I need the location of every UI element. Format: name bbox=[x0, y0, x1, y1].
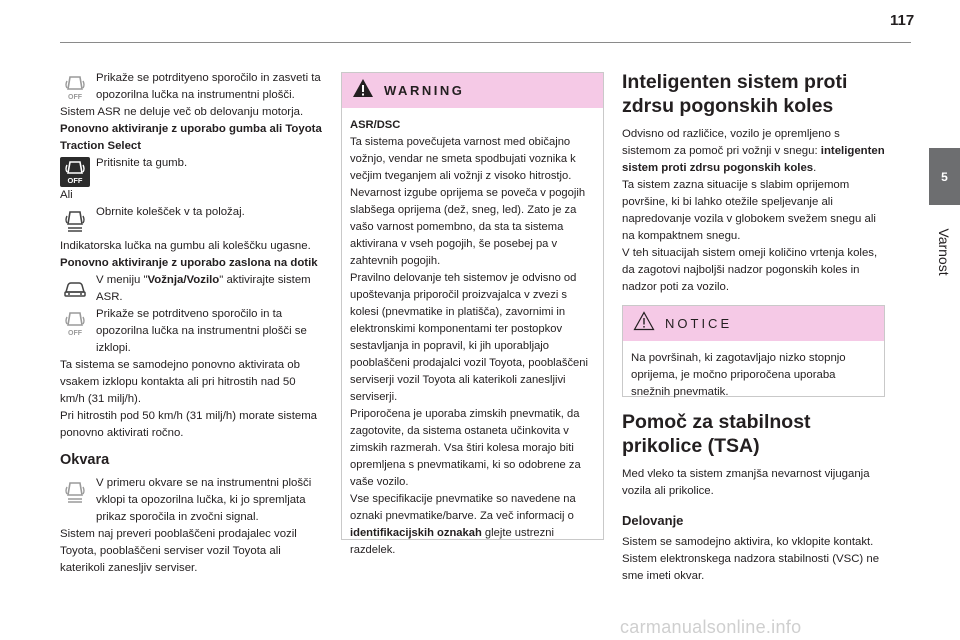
heading-trailer-stability: Pomoč za stabilnost prikolice (TSA) bbox=[622, 411, 811, 457]
section-label bbox=[930, 212, 958, 292]
warning-paragraph: Pravilno delovanje teh sistemov je odvisno od upoštevanja priporočil proizvajalca v zvezi s kolesi (pnevmatike in platišča), zavornimi in elektronskimi komponentami ter postopkov sestavljanja in popravil, ki jih uporabljajo pooblaščeni prodajalci vozil Toyota, pooblaščeni serviserji vozil Toyota ali katerikoli zanesljivi serviserji. bbox=[350, 272, 588, 403]
header-divider bbox=[60, 42, 911, 43]
tcs-detection-text: Ta sistem zazna situacije s slabim oprijemom površine, ki bi lahko otežile speljevanje ali napredovanje vozila v globokem svežem snegu ali na kompaktnem snegu. bbox=[622, 179, 876, 242]
notice-title: NOTICE bbox=[665, 316, 733, 331]
traction-off-button-icon bbox=[60, 157, 90, 187]
svg-text:OFF: OFF bbox=[67, 176, 83, 185]
turn-dial-text: Obrnite kolešček v ta položaj. bbox=[96, 206, 245, 218]
tcs-intro-pre: Odvisno od različice, vozilo je opremljeno s sistemom za pomoč pri vožnji v snegu: bbox=[622, 128, 840, 157]
warning-body bbox=[342, 108, 603, 559]
confirm-off-text: Prikaže se potrditveno sporočilo in ta opozorilna lučka na instrumentni plošči se izklopi. bbox=[96, 308, 307, 354]
warning-subtitle: ASR/DSC bbox=[350, 119, 401, 131]
traction-off-warning-icon bbox=[60, 72, 90, 102]
asr-off-text: Prikaže se potrdityeno sporočilo in zasveti ta opozorilna lučka na instrumentni plošči. bbox=[96, 72, 321, 101]
service-text: Sistem naj preveri pooblaščeni prodajalec vozil Toyota, pooblaščeni serviser vozil Toyota ali katerikoli zanesljiv serviser. bbox=[60, 528, 297, 574]
warning-paragraph: Ta sistema povečujeta varnost med običajno vožnjo, vendar ne smeta spodbujati voznika k večjim tveganjem ali vožnji z visoko hitrostjo. Nevarnost izgube oprijema se poveča v pogojih slabšega oprijema (dež, sneg, led). Zato je za vašo varnost pomembno, da sta ta sistema aktivirana v vseh pogojih, še posebej pa v zahtevnih pogojih. bbox=[350, 136, 586, 267]
menu-text bbox=[96, 272, 322, 306]
right-column bbox=[622, 70, 888, 296]
watermark: carmanualsonline.info bbox=[620, 617, 802, 637]
notice-box bbox=[622, 305, 885, 397]
warning-p4-post: glejte ustrezni razdelek. bbox=[350, 527, 554, 556]
press-button-text: Pritisnite ta gumb. bbox=[96, 157, 188, 169]
heading-traction-system: Inteligenten sistem proti zdrsu pogonskih koles bbox=[622, 71, 848, 117]
menu-row bbox=[60, 272, 322, 306]
warning-paragraph: Priporočena je uporaba zimskih pnevmatik, da zagotovite, da sistema ostaneta učinkovita v zimskih razmerah. Vsa štiri kolesa morajo biti opremljena s pnevmatikami, ki so odobrene za vaše vozilo. bbox=[350, 408, 581, 488]
warning-paragraph bbox=[350, 491, 595, 559]
turn-dial-row bbox=[60, 204, 322, 236]
page-number: 117 bbox=[890, 12, 915, 29]
warning-link-text: identifikacijskih oznakah bbox=[350, 527, 482, 539]
tsa-text: Med vleko ta sistem zmanjša nevarnost vijuganja vozila ali prikolice. bbox=[622, 468, 870, 497]
fault-text: V primeru okvare se na instrumentni plošči vklopi ta opozorilna lučka, ki jo spremljata prikaz sporočila in zvočni signal. bbox=[96, 477, 312, 523]
right-column-lower bbox=[622, 410, 888, 585]
tcs-intro-post: . bbox=[813, 162, 817, 174]
menu-text-pre: V meniju " bbox=[96, 274, 148, 286]
operation-text: Sistem elektronskega nadzora stabilnosti (VSC) ne sme imeti okvar. bbox=[622, 553, 880, 582]
section-tab[interactable]: 5 bbox=[929, 148, 960, 205]
tcs-system-name: inteligenten sistem proti zdrsu pogonskih koles bbox=[622, 145, 885, 174]
warning-triangle-icon bbox=[352, 78, 374, 103]
menu-name: Vožnja/Vozilo bbox=[147, 274, 220, 286]
or-text: Ali bbox=[60, 189, 73, 201]
confirm-off-row bbox=[60, 306, 322, 357]
svg-text:OFF: OFF bbox=[68, 94, 82, 101]
tcs-limit-text: V teh situacijah sistem omeji količino vrtenja koles, da zagotovi najboljši nadzor pogonskih koles in nadzor poti za vozilo. bbox=[622, 247, 878, 293]
operation-text: Sistem se samodejno aktivira, ko vklopite kontakt. bbox=[622, 536, 874, 548]
press-button-row bbox=[60, 155, 322, 187]
warning-title: WARNING bbox=[384, 83, 465, 98]
traction-off-warning-icon bbox=[60, 308, 90, 338]
heading-touchscreen-reactivation: Ponovno aktiviranje z uporabo zaslona na dotik bbox=[60, 257, 318, 269]
notice-header bbox=[623, 306, 884, 341]
left-column bbox=[60, 70, 322, 577]
notice-triangle-icon bbox=[633, 311, 655, 336]
manual-reactivation-text: Pri hitrostih pod 50 km/h (31 milj/h) morate sistema ponovno aktivirati ročno. bbox=[60, 410, 318, 439]
heading-button-reactivation: Ponovno aktiviranje z uporabo gumba ali Toyota Traction Select bbox=[60, 123, 322, 152]
warning-p4-pre: Vse specifikacije pnevmatike so navedene na oznaki pnevmatike/barve. Za več informacij o bbox=[350, 493, 576, 522]
notice-text: Na površinah, ki zagotavljajo nizko stopnjo oprijema, je močno priporočena uporaba snežnih pnevmatik. bbox=[631, 352, 846, 398]
menu-text-post: " aktivirajte sistem ASR. bbox=[96, 274, 311, 303]
warning-box bbox=[341, 72, 604, 556]
asr-note: Sistem ASR ne deluje več ob delovanju motorja. bbox=[60, 106, 304, 118]
traction-dial-icon bbox=[60, 206, 90, 236]
heading-fault: Okvara bbox=[60, 452, 110, 468]
traction-warning-icon bbox=[60, 477, 90, 507]
warning-header bbox=[342, 73, 603, 108]
section-label-text: Varnost bbox=[936, 228, 952, 276]
auto-reactivation-text: Ta sistema se samodejno ponovno aktivirata ob vsakem izklopu kontakta ali pri hitrostih nad 50 km/h (31 milj/h). bbox=[60, 359, 300, 405]
indicator-text: Indikatorska lučka na gumbu ali koleščku ugasne. bbox=[60, 240, 311, 252]
car-menu-icon bbox=[60, 274, 90, 304]
heading-operation: Delovanje bbox=[622, 513, 684, 528]
asr-off-row bbox=[60, 70, 322, 104]
svg-text:OFF: OFF bbox=[68, 330, 82, 337]
tcs-intro bbox=[622, 126, 888, 177]
fault-row bbox=[60, 475, 322, 526]
